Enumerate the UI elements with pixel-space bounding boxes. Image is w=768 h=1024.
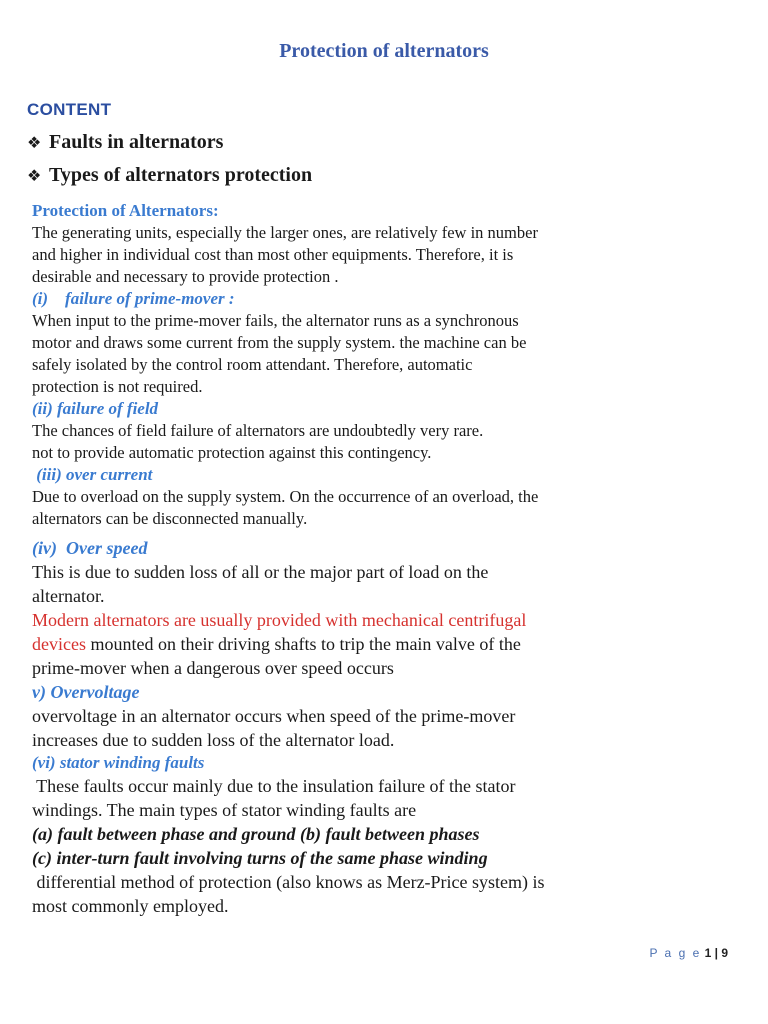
subheading-stator-faults: (vi) stator winding faults xyxy=(32,753,205,772)
subheading-overvoltage: v) Overvoltage xyxy=(32,682,140,702)
paragraph-line: alternators can be disconnected manually. xyxy=(32,509,308,528)
diamond-bullet-icon: ❖ xyxy=(27,166,42,185)
paragraph-line: differential method of protection (also knows as Merz-Price system) is xyxy=(32,872,545,892)
subheading-over-speed: (iv) Over speed xyxy=(32,538,148,558)
toc-list xyxy=(27,126,312,192)
subheading-over-current: (iii) over current xyxy=(32,465,153,484)
paragraph-line: increases due to sudden loss of the alternator load. xyxy=(32,730,395,750)
paragraph-line: not to provide automatic protection against this contingency. xyxy=(32,443,432,462)
page-footer: P a g e 1 | 9 xyxy=(649,946,728,960)
highlighted-text: devices xyxy=(32,634,86,654)
paragraph-line: The generating units, especially the larger ones, are relatively few in number xyxy=(32,223,538,242)
paragraph-line: desirable and necessary to provide protection . xyxy=(32,267,339,286)
paragraph-line: alternator. xyxy=(32,586,105,606)
paragraph-line: The chances of field failure of alternators are undoubtedly very rare. xyxy=(32,421,484,440)
paragraph-line: most commonly employed. xyxy=(32,896,229,916)
paragraph-line: overvoltage in an alternator occurs when speed of the prime-mover xyxy=(32,706,516,726)
paragraph-line: motor and draws some current from the supply system. the machine can be xyxy=(32,333,527,352)
subheading-prime-mover: (i) failure of prime-mover : xyxy=(32,289,235,308)
paragraph-line: prime-mover when a dangerous over speed occurs xyxy=(32,658,394,678)
page-title: Protection of alternators xyxy=(279,40,489,62)
paragraph-line: windings. The main types of stator winding faults are xyxy=(32,800,417,820)
paragraph-line: Due to overload on the supply system. On the occurrence of an overload, the xyxy=(32,487,539,506)
diamond-bullet-icon: ❖ xyxy=(27,133,42,152)
content-label: CONTENT xyxy=(27,100,112,119)
paragraph-line: devices mounted on their driving shafts to trip the main valve of the xyxy=(32,634,521,654)
paragraph-line: and higher in individual cost than most other equipments. Therefore, it is xyxy=(32,245,514,264)
fault-types-line: (c) inter-turn fault involving turns of the same phase winding xyxy=(32,848,488,868)
paragraph-line: This is due to sudden loss of all or the major part of load on the xyxy=(32,562,489,582)
section-heading: Protection of Alternators: xyxy=(32,201,219,220)
toc-item: ❖ Faults in alternators xyxy=(27,126,312,159)
paragraph-line: safely isolated by the control room attendant. Therefore, automatic xyxy=(32,355,473,374)
highlighted-line: Modern alternators are usually provided with mechanical centrifugal xyxy=(32,610,527,630)
document-body xyxy=(32,200,752,918)
page-number: 1 xyxy=(704,946,712,960)
page-label: P a g e xyxy=(649,946,702,960)
page-total: 9 xyxy=(721,946,728,960)
subheading-field-failure: (ii) failure of field xyxy=(32,399,159,418)
paragraph-line: When input to the prime-mover fails, the alternator runs as a synchronous xyxy=(32,311,519,330)
paragraph-line: protection is not required. xyxy=(32,377,203,396)
fault-types-line: (a) fault between phase and ground (b) fault between phases xyxy=(32,824,480,844)
paragraph-line: These faults occur mainly due to the insulation failure of the stator xyxy=(32,776,516,796)
toc-item: ❖ Types of alternators protection xyxy=(27,159,312,192)
